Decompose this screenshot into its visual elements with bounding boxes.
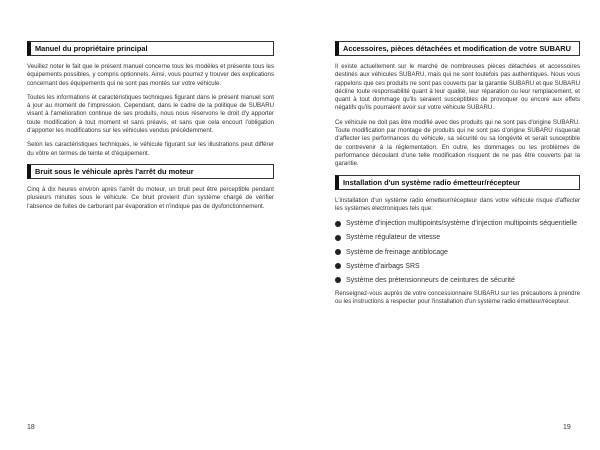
paragraph: Selon les caractéristiques techniques, le véhicule figurant sur les illustrations peut différer du vôtre en termes de teinte et d'équipement. <box>27 141 274 157</box>
paragraph: Renseignez-vous auprès de votre concessionnaire SUBARU sur les précautions à prendre ou les instructions à respecter pour l'installation d'un système radio émetteur/récepteur. <box>335 290 580 306</box>
bullet-icon <box>335 249 341 255</box>
list-item: Système régulateur de vitesse <box>335 233 580 242</box>
bullet-icon <box>335 235 341 241</box>
list-item: Système d'injection multipoints/système d'injection multipoints séquentielle <box>335 219 580 228</box>
bullet-icon <box>335 277 341 283</box>
list-item: Système des prétensionneurs de ceintures de sécurité <box>335 276 580 285</box>
paragraph: Il existe actuellement sur le marché de nombreuses pièces détachées et accessoires destinés aux véhicules SUBARU, mais qui ne sont toutefois pas authentiques. Nous vous rappelons que ces produits ne sont pas couverts par la garantie SUBARU et que SUBARU décline toute responsabilité quant à leur qualité, leur réparation ou leur remplacement, et quant à tout dommage qu'ils seraient susceptibles de provoquer ou encore aux effets négatifs qu'ils pourraient avoir sur votre véhicule SUBARU. <box>335 63 580 112</box>
list-item: Système de freinage antiblocage <box>335 248 580 257</box>
left-column <box>27 41 274 217</box>
paragraph: Cinq à dix heures environ après l'arrêt du moteur, un bruit peut être perceptible pendant plusieurs minutes sous le véhicule. Ce bruit provient d'un système chargé de vérifier l'absence de fuites de carburant par évaporation et n'indique pas de dysfonctionnement. <box>27 185 274 210</box>
page-number-left: 18 <box>27 424 35 431</box>
bullet-icon <box>335 263 341 269</box>
list-item: Système d'airbags SRS <box>335 262 580 271</box>
section-heading-noise: Bruit sous le véhicule après l'arrêt du moteur <box>27 164 274 179</box>
right-column <box>335 41 580 313</box>
page-number-right: 19 <box>563 424 571 431</box>
paragraph: Toutes les informations et caractéristiques techniques figurant dans le présent manuel sont à jour au moment de l'impression. Cependant, dans le cadre de la politique de SUBARU visant à l'amélioration continue de ses produits, nous nous réservons le droit d'y apporter toute modification à tout moment et sans préavis, et sans que cela encourt l'obligation d'apporter les modifications sur les véhicules vendus précédemment. <box>27 93 274 135</box>
bullet-icon <box>335 221 341 227</box>
systems-list <box>335 219 580 285</box>
paragraph: Ce véhicule ne doit pas être modifié avec des produits qui ne sont pas d'origine SUBARU. Toute modification par montage de produits qui ne sont pas d'origine SUBARU risquerait d'affecter les performances du véhicule, sa sécurité ou sa longévité et serait susceptible de contrevenir à la réglementation. En outre, les dommages ou les problèmes de performance découlant d'une telle modification risquent de ne pas être couverts par la garantie. <box>335 118 580 168</box>
paragraph: L'installation d'un système radio émetteur/récepteur dans votre véhicule risque d'affecter les systèmes électroniques tels que: <box>335 196 580 212</box>
section-heading-accessories: Accessoires, pièces détachées et modification de votre SUBARU <box>335 41 580 56</box>
paragraph: Veuillez noter le fait que le présent manuel concerne tous les modèles et présente tous les équipements possibles, y compris optionnels. Ainsi, vous pourrez y trouver des explications concernant des équipements qui ne sont pas montés sur votre véhicule. <box>27 63 274 87</box>
section-heading-owner-manual: Manuel du propriétaire principal <box>27 41 274 56</box>
section-heading-radio: Installation d'un système radio émetteur/récepteur <box>335 175 580 190</box>
